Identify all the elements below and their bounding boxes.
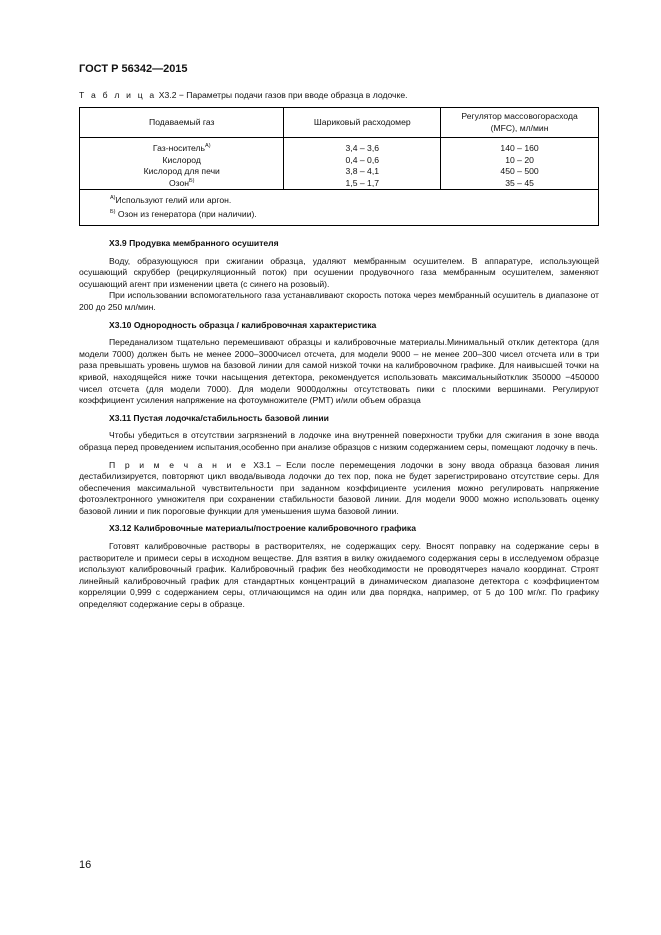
- note-paragraph: [79, 460, 599, 518]
- footnote-mark: А): [110, 195, 116, 201]
- footnotes-cell: [80, 190, 599, 226]
- column-header: [441, 108, 599, 138]
- table-caption-text: Х3.2 − Параметры подачи газов при вводе образца в лодочке.: [156, 90, 408, 100]
- footnote-mark: Б): [189, 177, 195, 184]
- section-heading: Х3.9 Продувка мембранного осушителя: [109, 238, 279, 248]
- table-cell: [80, 138, 284, 155]
- note-text: Х3.1 – Если после перемещения лодочки в зону ввода образца базовая линия дестабилизируется, повторяют цикл ввода/вывода лодочки до тех пор, пока не будет зарегистрировано отсутствие серы. Для обеспечения максимальной чувствительности при заданном коэффициенте усиления можно регулировать напряжение фотоэлектронного умножителя при сохранении стабильности базовой линии. Для модели 9000 можно использовать оценку базовой линии и пик пороговые функции для уменьшения шума базовой линии.: [79, 459, 599, 516]
- table-cell: 3,8 – 4,1: [284, 166, 441, 178]
- footnote: [110, 207, 598, 221]
- paragraph: При использовании вспомогательного газа устанавливают скорость потока через мембранный осушитель в диапазоне от 200 до 250 мл/мин.: [79, 290, 599, 312]
- table-caption: [79, 90, 408, 100]
- section-heading: Х3.12 Калибровочные материалы/построение калибровочного графика: [109, 523, 417, 534]
- column-header: Подаваемый газ: [80, 108, 284, 138]
- document-header: ГОСТ Р 56342—2015: [79, 63, 188, 75]
- table-cell: 1,5 – 1,7: [284, 178, 441, 190]
- table-caption-label: Т а б л и ц а: [79, 90, 157, 100]
- paragraph: Чтобы убедиться в отсутствии загрязнений в лодочке ина внутренней поверхности трубки для сжигания в зоне ввода образца перед проведением испытания,особенно при анализе образцов с низким содержанием серы, помещают лодочку в печь.: [79, 430, 599, 452]
- table-cell: 140 – 160: [441, 138, 599, 155]
- gas-parameters-table: [79, 107, 599, 226]
- paragraph: Воду, образующуюся при сжигании образца, удаляют мембранным осушителем. В аппаратуре, использующей осушающий скруббер (рециркуляционный поток) при осушении продувочного газа мембранным осушителем, заменяют осушающий агент при изменении цвета (с синего на розовый).: [79, 255, 599, 289]
- gas-name: Газ-носитель: [152, 143, 206, 153]
- table-cell: 35 – 45: [441, 178, 599, 190]
- table-row: [80, 178, 599, 190]
- footnote-text: Используют гелий или аргон.: [115, 195, 232, 205]
- document-body: [79, 238, 599, 611]
- section-heading: Х3.11 Пустая лодочка/стабильность базовой линии: [109, 412, 329, 423]
- table-row: [80, 166, 599, 178]
- page-number: 16: [79, 859, 92, 871]
- table-cell: 3,4 – 3,6: [284, 138, 441, 155]
- table-cell: 450 – 500: [441, 166, 599, 178]
- column-header-text: Регулятор массовогорасхода (MFC), мл/мин: [461, 111, 578, 133]
- table-cell: 0,4 – 0,6: [284, 155, 441, 167]
- section-heading: Х3.10 Однородность образца / калибровочная характеристика: [109, 319, 377, 330]
- table-row: [80, 155, 599, 167]
- table-cell: Кислород для печи: [80, 166, 284, 178]
- table-cell: [80, 178, 284, 190]
- note-label: П р и м е ч а н и е: [109, 459, 248, 470]
- paragraph: Готовят калибровочные растворы в растворителях, не содержащих серу. Вносят поправку на содержание серы в растворителе и примеси серы в исходном веществе. Для взятия в вилку ожидаемого содержания серы в исследуемом образце используют калибровочный график. Калибровочный график без необходимости не проводятчерез начало координат. Строят линейный калибровочный график для стандартных концентраций в динамическом диапазоне детектора с коэффициентом корреляции 0,999 с содержанием серы, отличающимся на один или два порядка, например, от 5 до 100 мг/кг. По графику определяют содержание серы в образце.: [79, 541, 599, 610]
- column-header: Шариковый расходомер: [284, 108, 441, 138]
- footnote-mark: А): [205, 143, 211, 149]
- paragraph: Переданализом тщательно перемешивают образцы и калибровочные материалы.Минимальный отклик детектора (для модели 7000) должен быть не менее 2000–3000чисел отсчета, для модели 9000 – не менее 200–300 чисел отсчета или в три раза превышать уровень шумов на базовой линии для самой низкой точки на калибровочном графике. Для наивысшей точки на кривой, находящейся ниже точки насыщения детектора, рекомендуется использовать максимальныйотклик 350000 −450000 чисел отсчета (для модели 7000). Для модели 9000должны отсутствовать пики с плоскими вершинами. Регулируют коэффициент усиления напряжение на фотоумножителе (PMT) и/или объем образца: [79, 337, 599, 406]
- table-footnotes: [80, 190, 599, 226]
- table-cell: Кислород: [80, 155, 284, 167]
- footnote: [110, 193, 598, 207]
- footnote-text: Озон из генератора (при наличии).: [115, 209, 257, 219]
- table-header-row: [80, 108, 599, 138]
- gas-name: Озон: [168, 177, 190, 188]
- table-row: [80, 138, 599, 155]
- footnote-mark: Б): [110, 209, 116, 215]
- table-cell: 10 – 20: [441, 155, 599, 167]
